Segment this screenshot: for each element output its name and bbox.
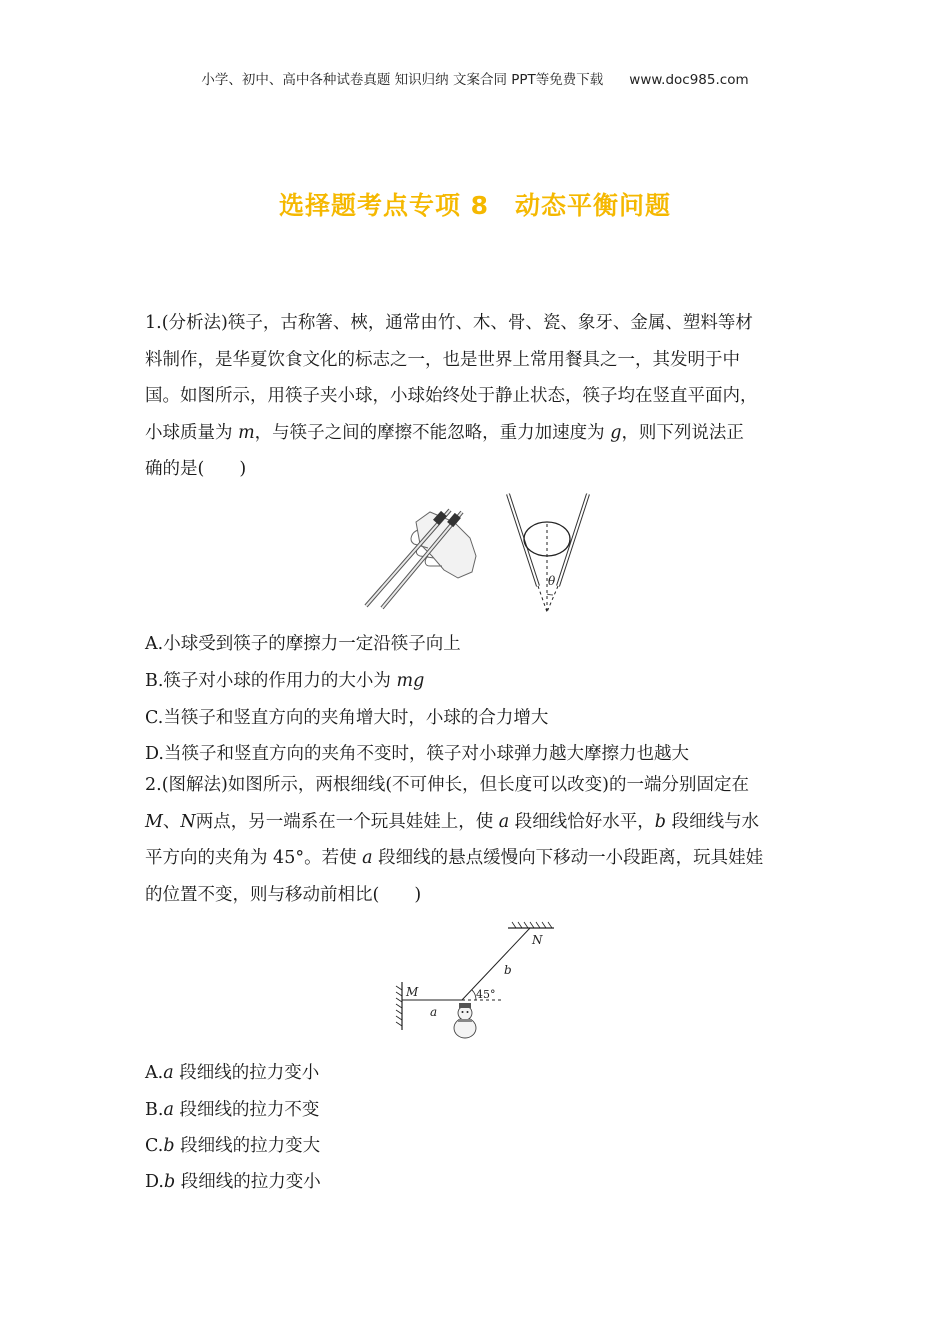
q2-line1: 2.(图解法)如图所示，两根细线(不可伸长，但长度可以改变)的一端分别固定在 bbox=[145, 775, 750, 795]
title-part2: 动态平衡问题 bbox=[515, 191, 672, 220]
q1-option-d[interactable]: D.当筷子和竖直方向的夹角不变时，筷子对小球弹力越大摩擦力也越大 bbox=[145, 744, 689, 764]
var-m: m bbox=[238, 422, 255, 443]
header-site-link[interactable]: www.doc985.com bbox=[629, 72, 749, 88]
label-a: a bbox=[430, 1005, 438, 1019]
q1-option-a[interactable]: A.小球受到筷子的摩擦力一定沿筷子向上 bbox=[145, 634, 461, 654]
q1-line2: 料制作，是华夏饮食文化的标志之一，也是世界上常用餐具之一，其发明于中 bbox=[145, 349, 740, 370]
q2-line2: M、N两点，另一端系在一个玩具娃娃上，使 a 段细线恰好水平，b 段细线与水 bbox=[145, 811, 760, 832]
theta-label: θ bbox=[548, 574, 556, 588]
page-title bbox=[0, 186, 950, 222]
q1-line4: 小球质量为 m，与筷子之间的摩擦不能忽略，重力加速度为 g，则下列说法正 bbox=[145, 422, 744, 443]
q2-option-b[interactable]: B.a 段细线的拉力不变 bbox=[145, 1100, 320, 1120]
q1-line3: 国。如图所示，用筷子夹小球，小球始终处于静止状态，筷子均在竖直平面内， bbox=[145, 386, 758, 406]
header-text: 小学、初中、高中各种试卷真题 知识归纳 文案合同 PPT等免费下载 bbox=[201, 72, 604, 88]
chopsticks-ball-diagram bbox=[500, 490, 595, 615]
label-n: N bbox=[532, 933, 543, 947]
question-1-stem bbox=[145, 305, 805, 488]
q2-option-d[interactable]: D.b 段细线的拉力变小 bbox=[145, 1172, 321, 1192]
q2-line4: 的位置不变，则与移动前相比( ) bbox=[145, 884, 422, 905]
q2-option-c[interactable]: C.b 段细线的拉力变大 bbox=[145, 1136, 321, 1156]
string-doll-diagram bbox=[390, 920, 560, 1042]
question-2-stem bbox=[145, 767, 805, 913]
q2-line3: 平方向的夹角为 45°。若使 a 段细线的悬点缓慢向下移动一小段距离，玩具娃娃 bbox=[145, 848, 764, 868]
q1-line1: 1.(分析法)筷子，古称箸、梜，通常由竹、木、骨、瓷、象牙、金属、塑料等材 bbox=[145, 313, 753, 333]
label-m: M bbox=[406, 985, 419, 999]
q1-option-c[interactable]: C.当筷子和竖直方向的夹角增大时，小球的合力增大 bbox=[145, 708, 549, 728]
q1-option-b[interactable]: B.筷子对小球的作用力的大小为 mg bbox=[145, 671, 425, 691]
q2-option-a[interactable]: A.a 段细线的拉力变小 bbox=[145, 1063, 320, 1083]
toy-doll-icon bbox=[454, 1003, 476, 1038]
label-angle: 45° bbox=[476, 988, 496, 1001]
label-b: b bbox=[504, 963, 512, 977]
page-header bbox=[0, 68, 950, 88]
var-g: g bbox=[610, 422, 622, 443]
title-part1: 选择题考点专项 8 bbox=[278, 191, 490, 220]
chopsticks-hand-figure bbox=[358, 500, 483, 612]
q1-line5: 确的是( ) bbox=[145, 459, 247, 479]
